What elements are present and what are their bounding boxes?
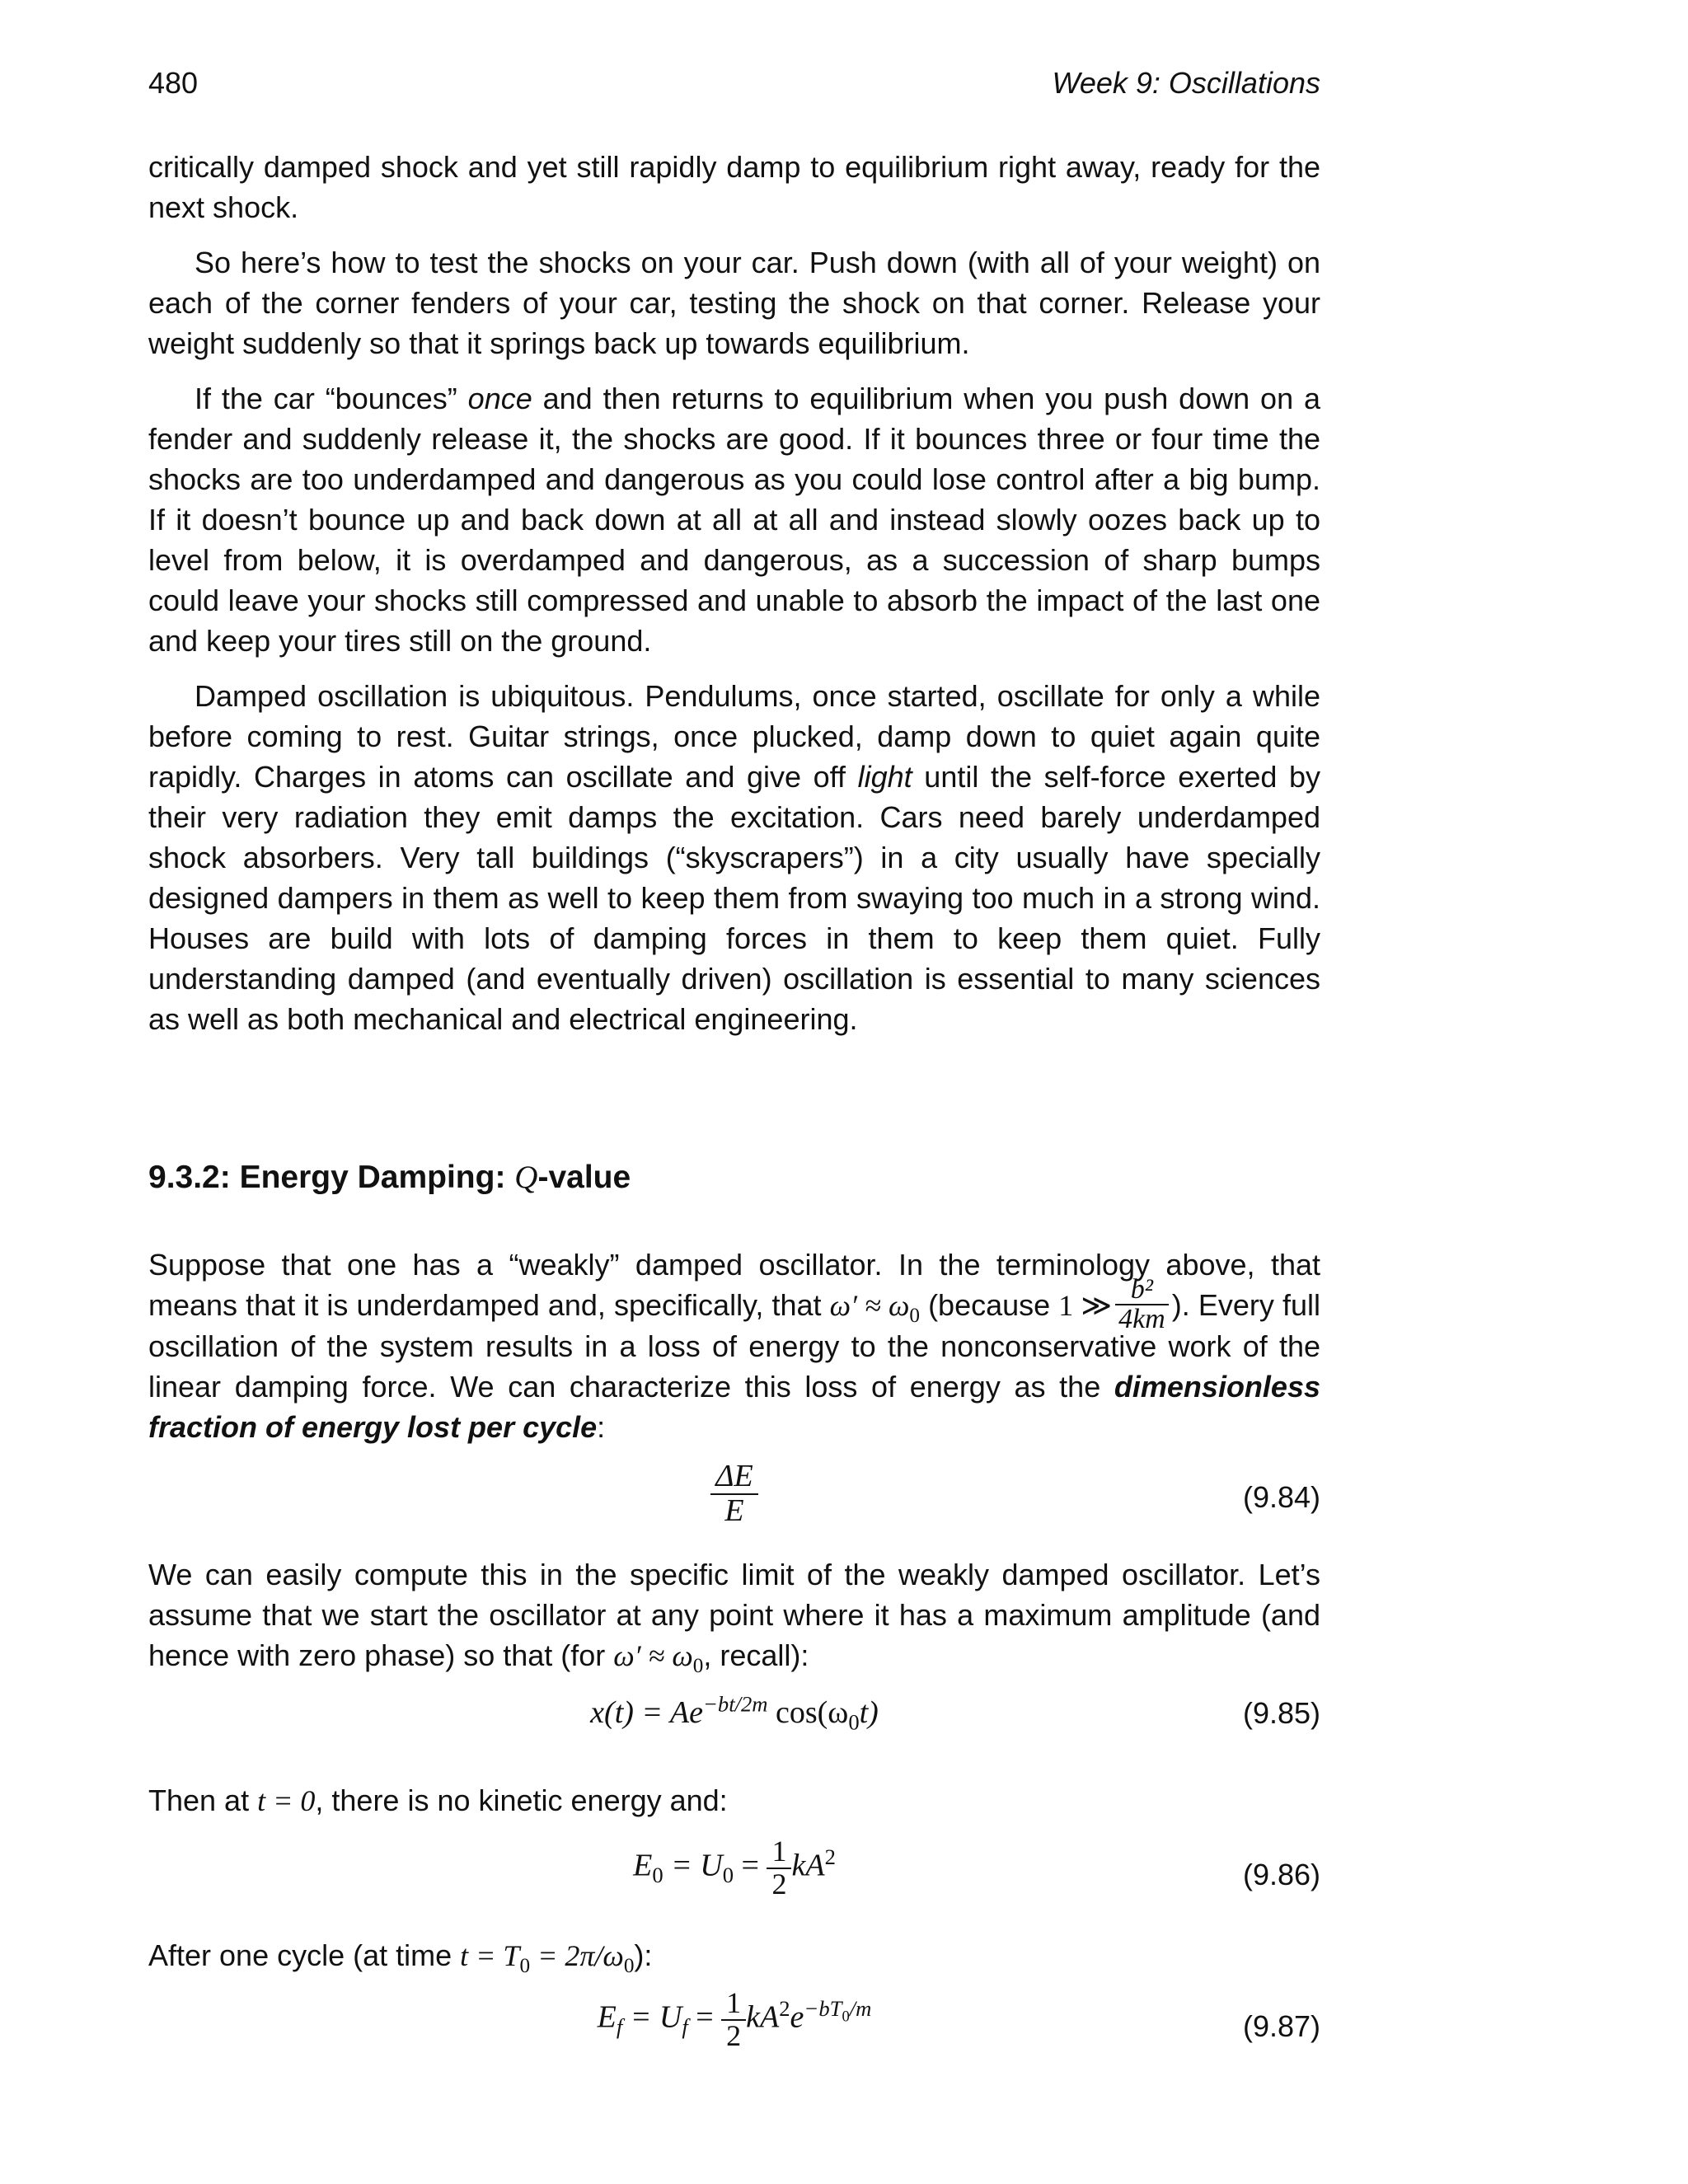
paragraph-4-emphasis: light [857,760,912,794]
eq87-exp-base: e [790,1999,804,2035]
section-q-symbol: Q [514,1160,538,1195]
eq87-fraction [721,1988,746,2052]
paragraph-5 [148,1244,1320,1447]
equation-9-87 [148,1988,1320,2079]
equation-number: (9.87) [1242,2009,1320,2043]
eq85-rhs: t) [859,1695,879,1730]
inline-fraction-denominator: 4km [1118,1304,1165,1335]
equation-number: (9.84) [1242,1480,1320,1514]
inline-math-omega-2-text: ω′ ≈ ω [613,1639,693,1672]
inline-math-omega-sub: 0 [909,1305,920,1328]
section-title-suffix: -value [537,1160,631,1195]
eq87-exponent [804,1995,872,2026]
paragraph-3-text-b: and then returns to equilibrium when you push down on a fender and suddenly release it, the shocks are good. If it bounces three or four time the shocks are too underdamped and dangerous as you could lose control after a big bump. If it doesn’t bounce up and back down at all at all and instead slowly oozes back up to level from below, it is overdamped and dangerous, as a succession of sharp bumps could leave your shocks still compressed and unable to absorb the impact of the last one and keep your tires still on the ground. [148,382,1321,658]
eq86-u: = U [663,1848,723,1883]
eq87-fraction-den: 2 [726,2018,742,2052]
equation-9-85 [148,1690,1320,1764]
fraction-delta-e-over-e [710,1460,758,1528]
paragraph-4-text-a: Damped oscillation is ubiquitous. Pendulums, once started, oscillate for only a while before coming to rest. Guitar strings, once plucked, damp down to quiet again quite rapidly. Charges in atoms can oscillate and give off [148,679,1320,794]
paragraph-4-text-b: until the self-force exerted by their very radiation they emit damps the excitation. Cars need barely underdamped shock absorbers. Very tall buildings (“skyscrapers”) in a city usually have specially designed dampers in them as well to keep them from swaying too much in a strong wind. Houses are build with lots of damping forces in them to keep them quiet. Fully understanding damped (and eventually driven) oscillation is essential to many sciences as well as both mechanical and electrical engineering. [148,760,1320,1036]
equation-9-87-expression [148,1988,1320,2052]
paragraph-3 [148,378,1320,661]
eq85-sub: 0 [848,1709,860,1735]
paragraph-8-text-b: ): [634,1938,653,1972]
running-header [148,66,1320,107]
eq87-e: E [597,1999,617,2035]
eq86-u-sub: 0 [722,1863,734,1888]
paragraph-7-text-a: Then at [148,1783,258,1817]
eq87-equals: = [687,1999,722,2035]
fraction-denominator: E [724,1493,744,1528]
eq87-ka: kA [746,1999,780,2035]
paragraph-8-text-a: After one cycle (at time [148,1938,461,1972]
paragraph-5-text-d: : [597,1410,606,1444]
key-term: dimensionless fraction of energy lost per cycle [148,1370,1320,1444]
paragraph-7-text-b: , there is no kinetic energy and: [315,1783,728,1817]
inline-math-omega-2-sub: 0 [692,1655,704,1678]
eq86-e-sub: 0 [652,1863,663,1888]
equation-9-86 [148,1836,1320,1927]
eq87-exponent-b: /m [849,1995,872,2021]
paragraph-8 [148,1935,1320,1976]
body-text-paragraph-6 [148,1554,1320,1676]
document-page [148,49,1320,2159]
paragraph-5-text-b: (because [919,1288,1059,1322]
eq86-e: E [633,1848,653,1883]
equation-9-84 [148,1460,1320,1543]
eq87-e-sub: f [616,2014,623,2040]
equation-9-85-expression [148,1691,1320,1735]
eq87-sup: 2 [779,1995,790,2021]
inline-math-t0: t = 0 [257,1784,316,1817]
eq85-lhs: x(t) = Ae [590,1695,703,1730]
paragraph-3-text-a: If the car “bounces” [195,382,468,415]
paragraph-3-emphasis: once [467,382,532,415]
eq86-sup: 2 [824,1844,836,1869]
paragraph-2: So here’s how to test the shocks on your car. Push down (with all of your weight) on each of the corner fenders of your car, testing the shock on that corner. Release your weight suddenly so that it springs back up towards equilibrium. [148,246,1320,360]
paragraph-7 [148,1780,1320,1821]
inline-fraction-b2-4km [1115,1276,1169,1333]
inline-math-omega [829,1289,920,1328]
paragraph-6-text-a: We can easily compute this in the specific limit of the weakly damped oscillator. Let’s assume that we start the oscillator at any point where it has a maximum amplitude (and hence with zero phase) so that (for [148,1558,1320,1672]
paragraph-6-text-b: , recall): [703,1638,809,1672]
eq86-fraction-num: 1 [767,1836,791,1869]
inline-math-period-t: t = T [460,1939,520,1972]
body-text-paragraph-8 [148,1935,1320,1976]
eq87-fraction-num: 1 [721,1988,746,2021]
section-heading [148,1159,631,1196]
inline-math-omega-text: ω′ ≈ ω [829,1289,910,1322]
equation-9-86-expression [148,1836,1320,1900]
eq86-fraction-den: 2 [771,1867,787,1900]
inline-math-period-rest: = 2π/ω [530,1939,624,1972]
eq87-u: = U [622,1999,682,2035]
eq87-exponent-sub: 0 [842,2008,850,2026]
eq85-exponent: −bt/2m [702,1691,768,1717]
equation-9-84-expression [148,1460,1320,1528]
inline-fraction-numerator: b² [1115,1276,1169,1305]
equation-number: (9.85) [1242,1696,1320,1730]
eq86-ka: kA [791,1848,825,1883]
paragraph-5-text-c: ). Every full oscillation of the system results in a loss of energy to the nonconservative work of the linear damping force. We can characterize this loss of energy as the [148,1288,1320,1404]
eq86-fraction [767,1836,791,1900]
body-text-paragraph-7 [148,1780,1320,1821]
running-title: Week 9: Oscillations [1052,66,1320,100]
section-title: 9.3.2: Energy Damping: [148,1160,515,1195]
inline-math-period [460,1939,635,1978]
inline-math-much-greater: 1 ≫ [1058,1289,1113,1322]
equation-number: (9.86) [1242,1858,1320,1891]
inline-math-period-sub: 0 [519,1955,531,1978]
paragraph-5-text-a: Suppose that one has a “weakly” damped oscillator. In the terminology above, that means that it is underdamped and, specifically, that [148,1248,1320,1322]
paragraph-6 [148,1554,1320,1676]
eq87-exponent-a: −bT [804,1995,842,2021]
inline-math-omega-2 [613,1639,704,1678]
inline-math-period-sub-2: 0 [623,1955,635,1978]
eq87-u-sub: f [682,2014,688,2040]
fraction-numerator: ΔE [710,1460,758,1495]
body-text-lower [148,1244,1320,1447]
eq86-equals: = [734,1848,767,1883]
body-text-upper [148,147,1320,1054]
paragraph-4 [148,676,1320,1039]
eq85-cos: cos(ω [767,1695,849,1730]
page-number: 480 [148,66,199,100]
paragraph-1: critically damped shock and yet still rapidly damp to equilibrium right away, ready for the next shock. [148,150,1320,224]
